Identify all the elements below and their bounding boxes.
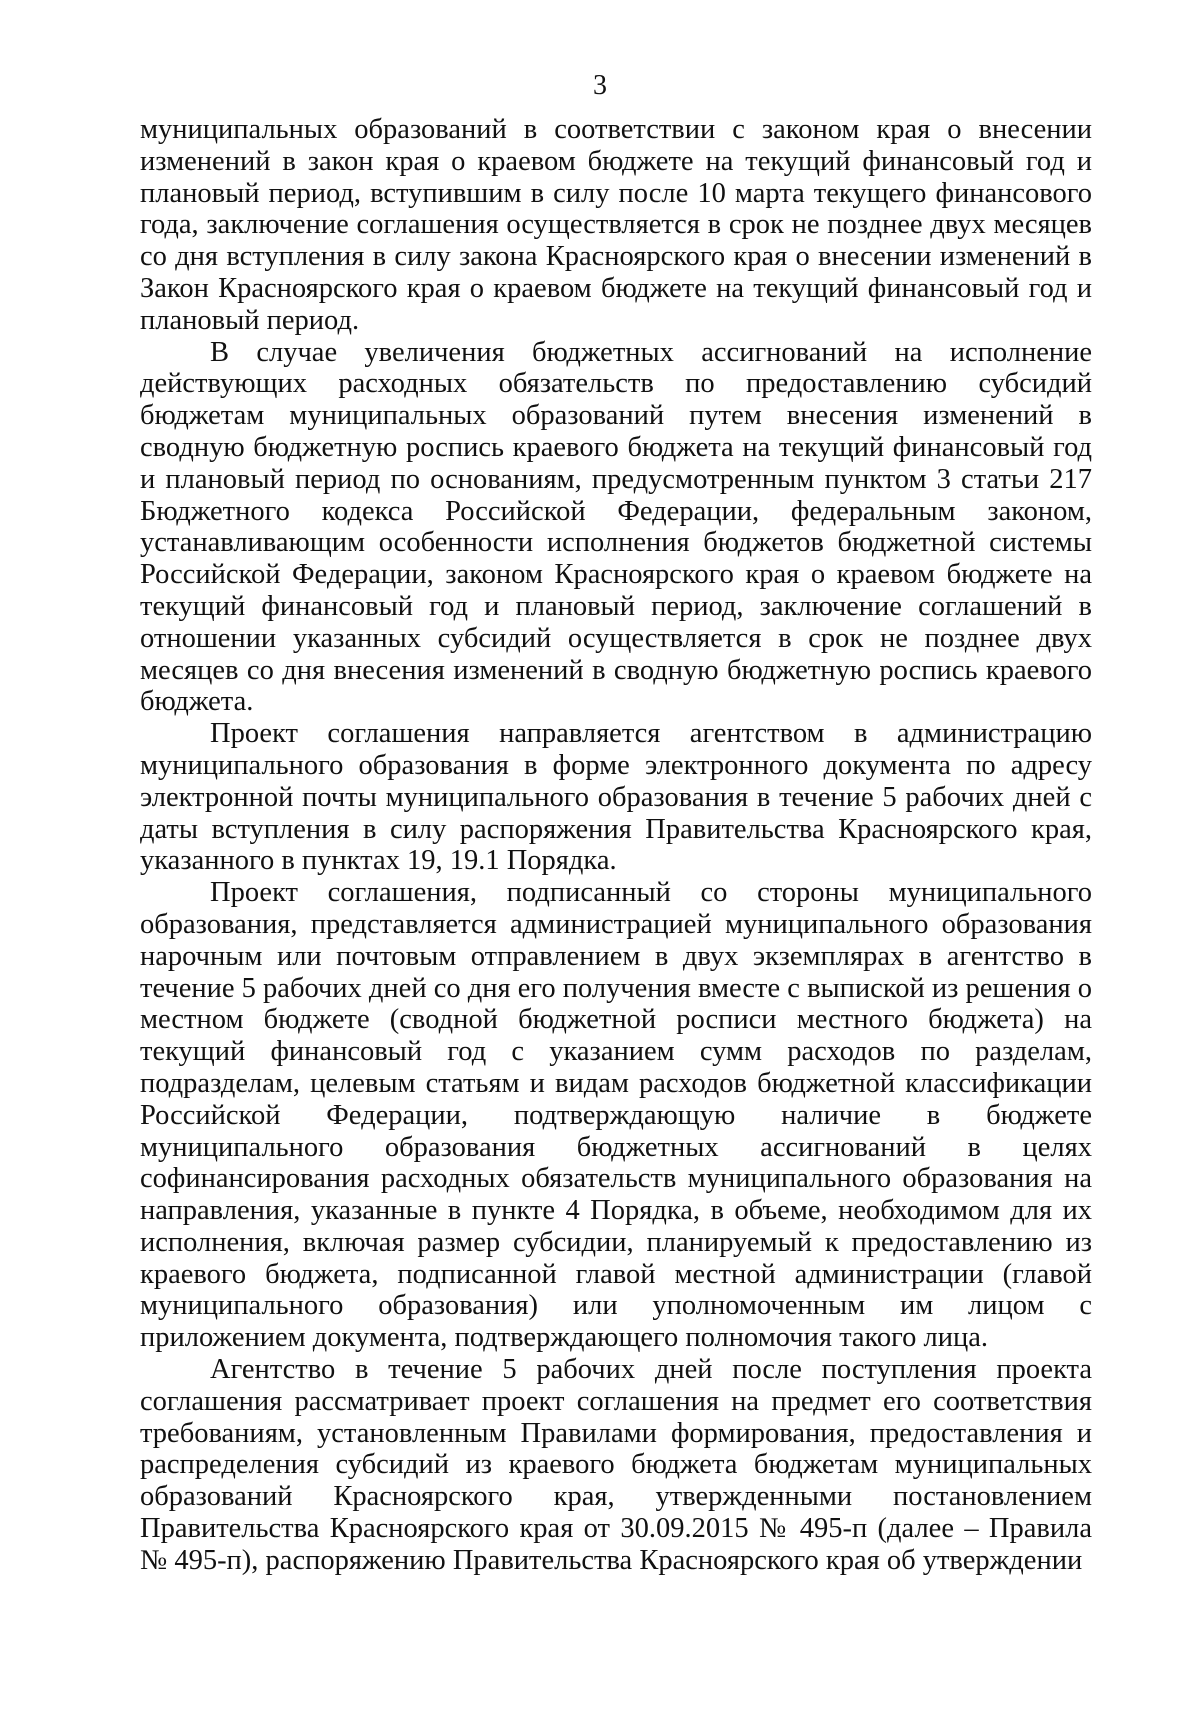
paragraph-3: Проект соглашения направляется агентством в администрацию муниципального образования в форме электронного документа по адресу электронной почты муниципального образования в течение 5 рабочих дней с даты вступления в силу распоряжения Правительства Красноярского края, указанного в пунктах 19, 19.1 Порядка. [140, 718, 1092, 877]
document-body [140, 114, 1092, 1577]
paragraph-4: Проект соглашения, подписанный со стороны муниципального образования, представляется администрацией муниципального образования нарочным или почтовым отправлением в двух экземплярах в агентство в течение 5 рабочих дней со дня его получения вместе с выпиской из решения о местном бюджете (сводной бюджетной росписи местного бюджета) на текущий финансовый год с указанием сумм расходов по разделам, подразделам, целевым статьям и видам расходов бюджетной классификации Российской Федерации, подтверждающую наличие в бюджете муниципального образования бюджетных ассигнований в целях софинансирования расходных обязательств муниципального образования на направления, указанные в пункте 4 Порядка, в объеме, необходимом для их исполнения, включая размер субсидии, планируемый к предоставлению из краевого бюджета, подписанной главой местной администрации (главой муниципального образования) или уполномоченным им лицом с приложением документа, подтверждающего полномочия такого лица. [140, 877, 1092, 1354]
paragraph-1: муниципальных образований в соответствии с законом края о внесении изменений в закон края о краевом бюджете на текущий финансовый год и плановый период, вступившим в силу после 10 марта текущего финансового года, заключение соглашения осуществляется в срок не позднее двух месяцев со дня вступления в силу закона Красноярского края о внесении изменений в Закон Красноярского края о краевом бюджете на текущий финансовый год и плановый период. [140, 114, 1092, 336]
paragraph-2: В случае увеличения бюджетных ассигнований на исполнение действующих расходных обязательств по предоставлению субсидий бюджетам муниципальных образований путем внесения изменений в сводную бюджетную роспись краевого бюджета на текущий финансовый год и плановый период по основаниям, предусмотренным пунктом 3 статьи 217 Бюджетного кодекса Российской Федерации, федеральным законом, устанавливающим особенности исполнения бюджетов бюджетной системы Российской Федерации, законом Красноярского края о краевом бюджете на текущий финансовый год и плановый период, заключение соглашений в отношении указанных субсидий осуществляется в срок не позднее двух месяцев со дня внесения изменений в сводную бюджетную роспись краевого бюджета. [140, 336, 1092, 718]
page-number: 3 [593, 70, 607, 101]
paragraph-5: Агентство в течение 5 рабочих дней после поступления проекта соглашения рассматривает проект соглашения на предмет его соответствия требованиям, установленным Правилами формирования, предоставления и распределения субсидий из краевого бюджета бюджетам муниципальных образований Красноярского края, утвержденными постановлением Правительства Красноярского края от 30.09.2015 № 495-п (далее – Правила № 495-п), распоряжению Правительства Красноярского края об утверждении [140, 1354, 1092, 1576]
